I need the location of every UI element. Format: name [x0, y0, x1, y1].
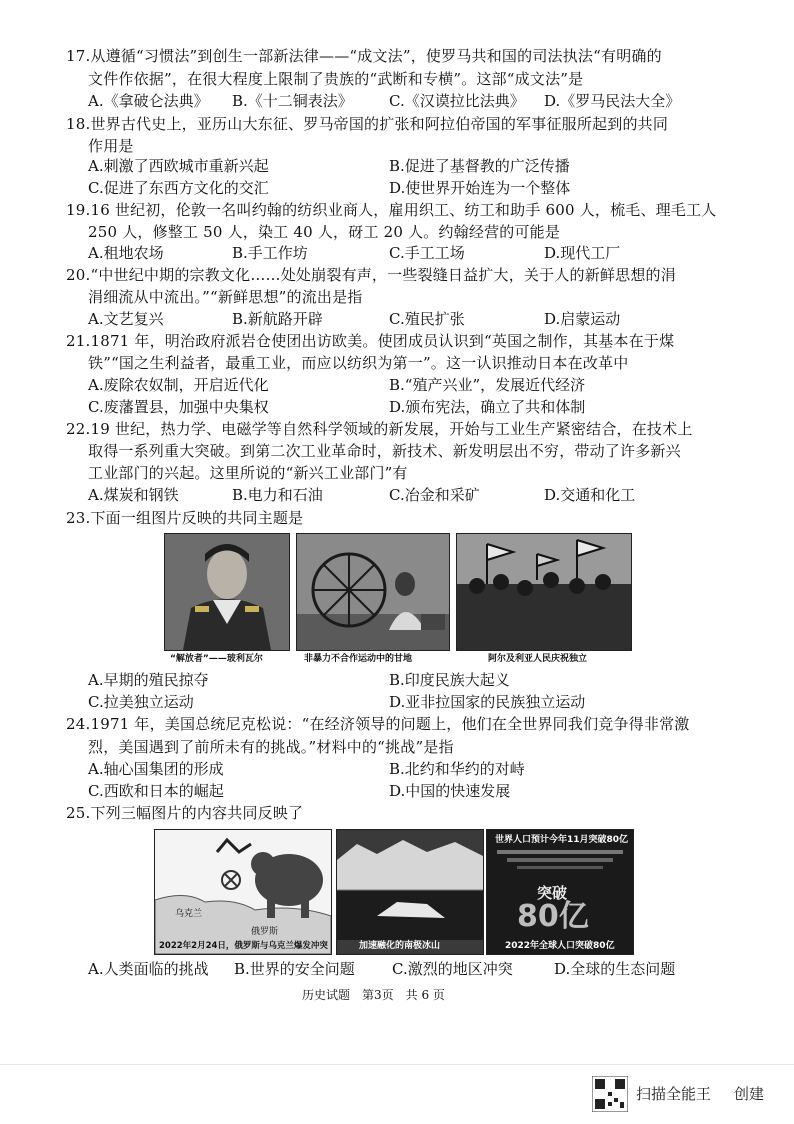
- iceberg-caption: 加速融化的南极冰山: [359, 941, 441, 951]
- q18-option-d: D.使世界开始连为一个整体: [389, 179, 571, 197]
- russia-ukraine-cartoon-image: [154, 829, 332, 955]
- q22-line-3: 工业部门的兴起。这里所说的“新兴工业部门”有: [88, 464, 408, 482]
- q23-option-b: B.印度民族大起义: [389, 671, 510, 689]
- gandhi-caption: 非暴力不合作运动中的甘地: [304, 654, 413, 664]
- q17-option-a: A.《拿破仑法典》: [88, 92, 209, 110]
- q24-line-1: 24.1971 年，美国总统尼克松说：“在经济领导的问题上，他们在全世界同我们竞争得非常激: [66, 715, 690, 733]
- algeria-independence-celebration-image: [456, 533, 632, 651]
- q23-option-d: D.亚非拉国家的民族独立运动: [389, 693, 586, 711]
- q20-option-d: D.启蒙运动: [544, 310, 621, 328]
- q22-option-b: B.电力和石油: [232, 486, 323, 504]
- q18-line-1: 18.世界古代史上，亚历山大东征、罗马帝国的扩张和阿拉伯帝国的军事征服所起到的共同: [66, 115, 669, 133]
- bolivar-portrait-image: [164, 533, 290, 651]
- q21-option-c: C.废藩置县，加强中央集权: [88, 398, 269, 416]
- q19-option-a: A.租地农场: [88, 244, 164, 262]
- qr-code-icon: [592, 1076, 628, 1112]
- divider: [0, 1064, 794, 1065]
- q21-line-2: 铁”“国之生利益者，最重工业，而应以纺织为第一”。这一认识推动日本在改革中: [88, 354, 629, 372]
- algeria-caption: 阿尔及利亚人民庆祝独立: [488, 654, 588, 664]
- q19-line-2: 250 人，修整工 50 人，染工 40 人，砑工 20 人。约翰经营的可能是: [88, 223, 561, 241]
- break-word: 突破: [537, 884, 568, 902]
- q22-line-1: 22.19 世纪，热力学、电磁学等自然科学领域的新发展，开始与工业生产紧密结合，在技术上: [66, 420, 693, 438]
- q17-line-1: 17.从遵循“习惯法”到创生一部新法律——“成文法”，使罗马共和国的司法执法“有明确的: [66, 47, 662, 65]
- page-footer: 历史试题 第3页 共 6 页: [302, 988, 445, 1002]
- q17-option-c: C.《汉谟拉比法典》: [389, 92, 525, 110]
- q22-option-a: A.煤炭和钢铁: [88, 486, 179, 504]
- q24-option-a: A.轴心国集团的形成: [88, 760, 224, 778]
- map-label-russia: 俄罗斯: [251, 927, 279, 937]
- q18-option-b: B.促进了基督教的广泛传播: [389, 157, 570, 175]
- population-banner: 世界人口预计今年11月突破80亿: [495, 835, 629, 845]
- q25-option-c: C.激烈的地区冲突: [392, 960, 513, 978]
- q19-option-d: D.现代工厂: [544, 244, 621, 262]
- q19-option-b: B.手工作坊: [232, 244, 308, 262]
- q21-option-d: D.颁布宪法，确立了共和体制: [389, 398, 586, 416]
- q20-line-2: 涓细流从中流出。”“新鲜思想”的流出是指: [88, 288, 363, 306]
- scanner-app-name: 扫描全能王: [636, 1085, 712, 1103]
- q21-option-a: A.废除农奴制，开启近代化: [88, 376, 269, 394]
- q17-option-b: B.《十二铜表法》: [232, 92, 353, 110]
- q22-option-d: D.交通和化工: [544, 486, 636, 504]
- conflict-caption: 2022年2月24日，俄罗斯与乌克兰爆发冲突: [159, 941, 328, 951]
- q17-option-d: D.《罗马民法大全》: [544, 92, 681, 110]
- world-population-poster-image: [486, 829, 634, 955]
- q22-option-c: C.冶金和采矿: [389, 486, 480, 504]
- population-number: 80亿: [517, 899, 589, 934]
- q20-option-b: B.新航路开辟: [232, 310, 323, 328]
- q20-option-a: A.文艺复兴: [88, 310, 164, 328]
- population-caption: 2022年全球人口突破80亿: [505, 941, 615, 951]
- q22-line-2: 取得一系列重大突破。到第二次工业革命时，新技术、新发明层出不穷，带动了许多新兴: [88, 442, 681, 460]
- bolivar-caption: “解放者”——玻利瓦尔: [170, 654, 263, 664]
- q24-option-d: D.中国的快速发展: [389, 782, 511, 800]
- q18-option-c: C.促进了东西方文化的交汇: [88, 179, 269, 197]
- q19-option-c: C.手工工场: [389, 244, 465, 262]
- q24-line-2: 烈，美国遇到了前所未有的挑战。”材料中的“挑战”是指: [88, 738, 454, 756]
- map-label-ukraine: 乌克兰: [175, 909, 203, 919]
- q25-line-1: 25.下列三幅图片的内容共同反映了: [66, 804, 304, 822]
- scanner-action: 创建: [734, 1085, 765, 1103]
- q21-option-b: B.“殖产兴业”，发展近代经济: [389, 376, 586, 394]
- gandhi-spinning-wheel-image: [296, 533, 450, 651]
- q24-option-c: C.西欧和日本的崛起: [88, 782, 224, 800]
- q21-line-1: 21.1871 年，明治政府派岩仓使团出访欧美。使团成员认识到“英国之制作，其基本在于煤: [66, 332, 675, 350]
- q20-line-1: 20.“中世纪中期的宗教文化……处处崩裂有声，一些裂缝日益扩大，关于人的新鲜思想的涓: [66, 266, 676, 284]
- q19-line-1: 19.16 世纪初，伦敦一名叫约翰的纺织业商人，雇用织工、纺工和助手 600 人，梳毛、理毛工人: [66, 201, 717, 219]
- q23-option-c: C.拉美独立运动: [88, 693, 194, 711]
- q23-option-a: A.早期的殖民掠夺: [88, 671, 209, 689]
- q25-option-b: B.世界的安全问题: [234, 960, 355, 978]
- q17-line-2: 文件作依据”，在很大程度上限制了贵族的“武断和专横”。这部“成文法”是: [88, 70, 584, 88]
- q18-line-2: 作用是: [88, 137, 134, 155]
- q20-option-c: C.殖民扩张: [389, 310, 465, 328]
- q23-line-1: 23.下面一组图片反映的共同主题是: [66, 509, 304, 527]
- q18-option-a: A.刺激了西欧城市重新兴起: [88, 157, 269, 175]
- q25-option-d: D.全球的生态问题: [554, 960, 676, 978]
- antarctic-iceberg-image: [336, 829, 484, 955]
- q24-option-b: B.北约和华约的对峙: [389, 760, 525, 778]
- q25-option-a: A.人类面临的挑战: [88, 960, 209, 978]
